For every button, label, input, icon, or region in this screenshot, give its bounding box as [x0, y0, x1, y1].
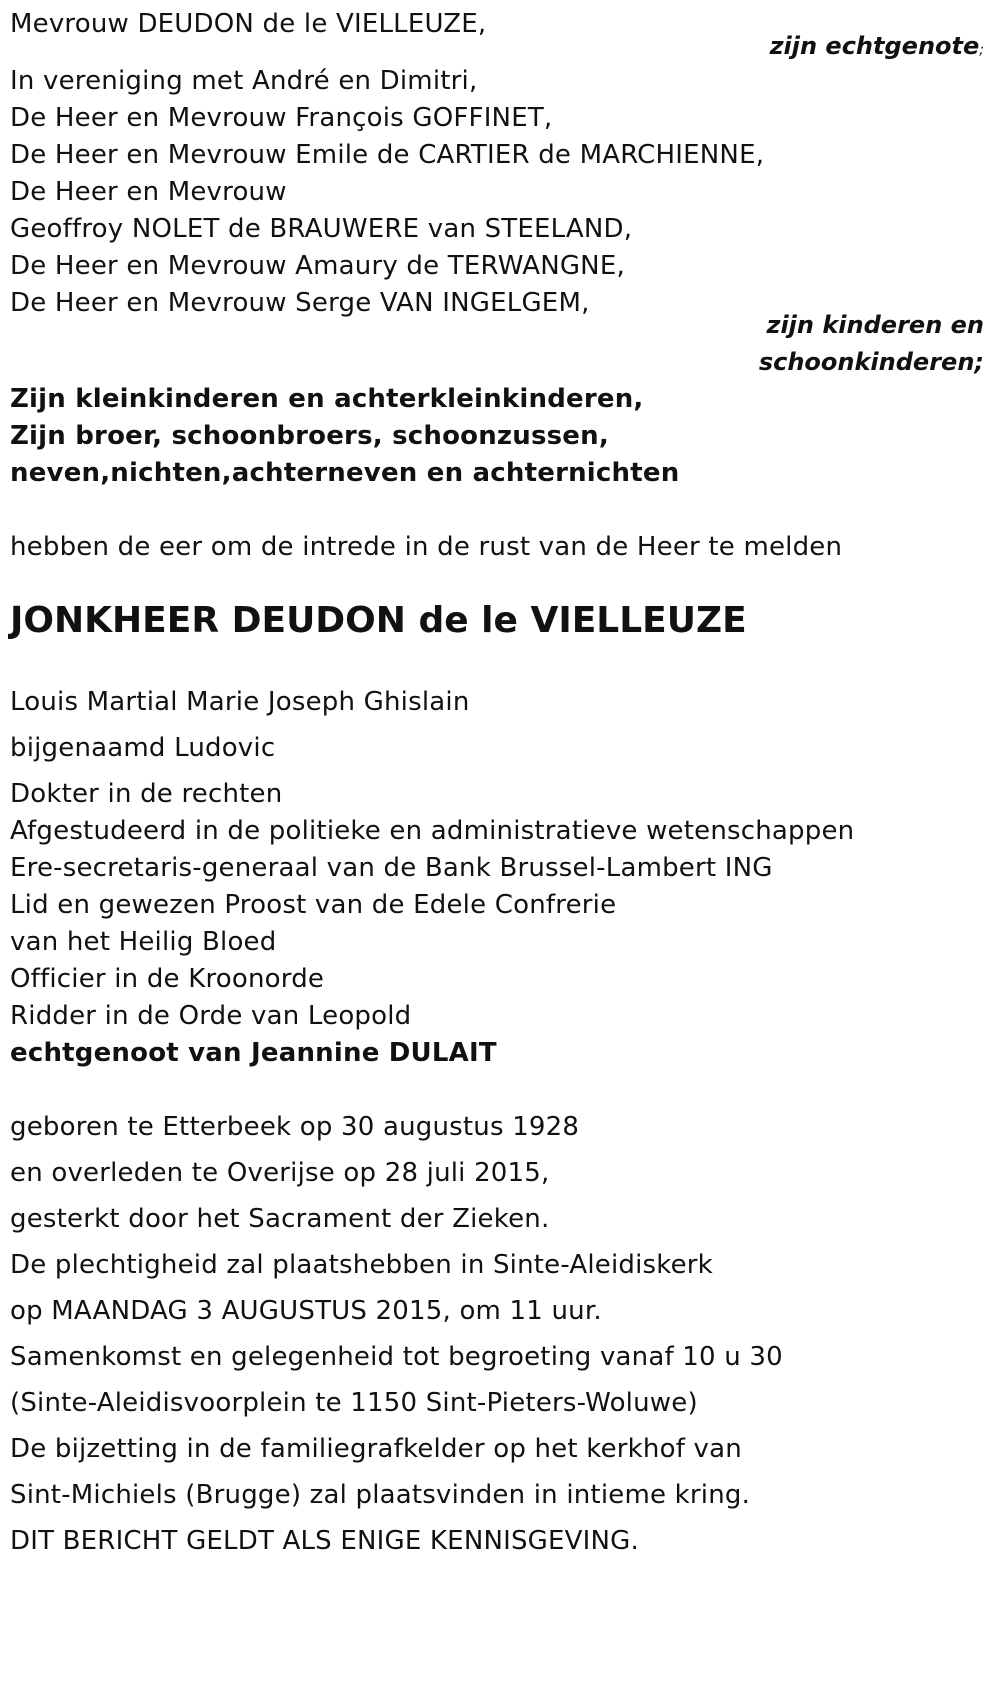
- detail-line: Samenkomst en gelegenheid tot begroeting vanaf 10 u 30: [10, 1342, 783, 1372]
- detail-line: gesterkt door het Sacrament der Zieken.: [10, 1204, 550, 1234]
- wife-line: Mevrouw DEUDON de le VIELLEUZE,: [10, 9, 487, 39]
- detail-line: De plechtigheid zal plaatshebben in Sinte-Aleidiskerk: [10, 1250, 713, 1280]
- detail-line: op MAANDAG 3 AUGUSTUS 2015, om 11 uur.: [10, 1296, 602, 1326]
- detail-line: en overleden te Overijse op 28 juli 2015,: [10, 1158, 550, 1188]
- children-role-line-2: schoonkinderen;: [758, 348, 984, 376]
- closing-line: DIT BERICHT GELDT ALS ENIGE KENNISGEVING.: [10, 1526, 639, 1556]
- family-line: Zijn broer, schoonbroers, schoonzussen,: [10, 421, 609, 451]
- credential-line: van het Heilig Bloed: [10, 927, 277, 957]
- given-names: Louis Martial Marie Joseph Ghislain: [10, 687, 470, 717]
- wife-role-punct: ;: [979, 42, 984, 58]
- children-role-line-1: zijn kinderen en: [766, 311, 984, 339]
- children-line: De Heer en Mevrouw Emile de CARTIER de MARCHIENNE,: [10, 140, 765, 170]
- detail-line: De bijzetting in de familiegrafkelder op het kerkhof van: [10, 1434, 742, 1464]
- nickname: bijgenaamd Ludovic: [10, 733, 276, 763]
- spouse-line: echtgenoot van Jeannine DULAIT: [10, 1038, 497, 1068]
- children-line: Geoffroy NOLET de BRAUWERE van STEELAND,: [10, 214, 633, 244]
- credential-line: Afgestudeerd in de politieke en administratieve wetenschappen: [10, 816, 855, 846]
- announcement: hebben de eer om de intrede in de rust van de Heer te melden: [10, 532, 843, 562]
- wife-role-text: zijn echtgenote: [769, 32, 980, 60]
- family-line: neven,nichten,achterneven en achternichten: [10, 458, 680, 488]
- detail-line: Sint-Michiels (Brugge) zal plaatsvinden in intieme kring.: [10, 1480, 751, 1510]
- children-line: De Heer en Mevrouw Amaury de TERWANGNE,: [10, 251, 625, 281]
- credential-line: Officier in de Kroonorde: [10, 964, 325, 994]
- credential-line: Dokter in de rechten: [10, 779, 283, 809]
- credential-line: Lid en gewezen Proost van de Edele Confrerie: [10, 890, 617, 920]
- children-line: In vereniging met André en Dimitri,: [10, 66, 478, 96]
- detail-line: (Sinte-Aleidisvoorplein te 1150 Sint-Pieters-Woluwe): [10, 1388, 698, 1418]
- family-line: Zijn kleinkinderen en achterkleinkinderen,: [10, 384, 644, 414]
- deceased-title: JONKHEER DEUDON de le VIELLEUZE: [10, 600, 747, 641]
- credential-line: Ridder in de Orde van Leopold: [10, 1001, 412, 1031]
- children-line: De Heer en Mevrouw François GOFFINET,: [10, 103, 553, 133]
- detail-line: geboren te Etterbeek op 30 augustus 1928: [10, 1112, 580, 1142]
- children-line: De Heer en Mevrouw: [10, 177, 287, 207]
- credential-line: Ere-secretaris-generaal van de Bank Brussel-Lambert ING: [10, 853, 773, 883]
- wife-role: [770, 26, 984, 70]
- children-line: De Heer en Mevrouw Serge VAN INGELGEM,: [10, 288, 590, 318]
